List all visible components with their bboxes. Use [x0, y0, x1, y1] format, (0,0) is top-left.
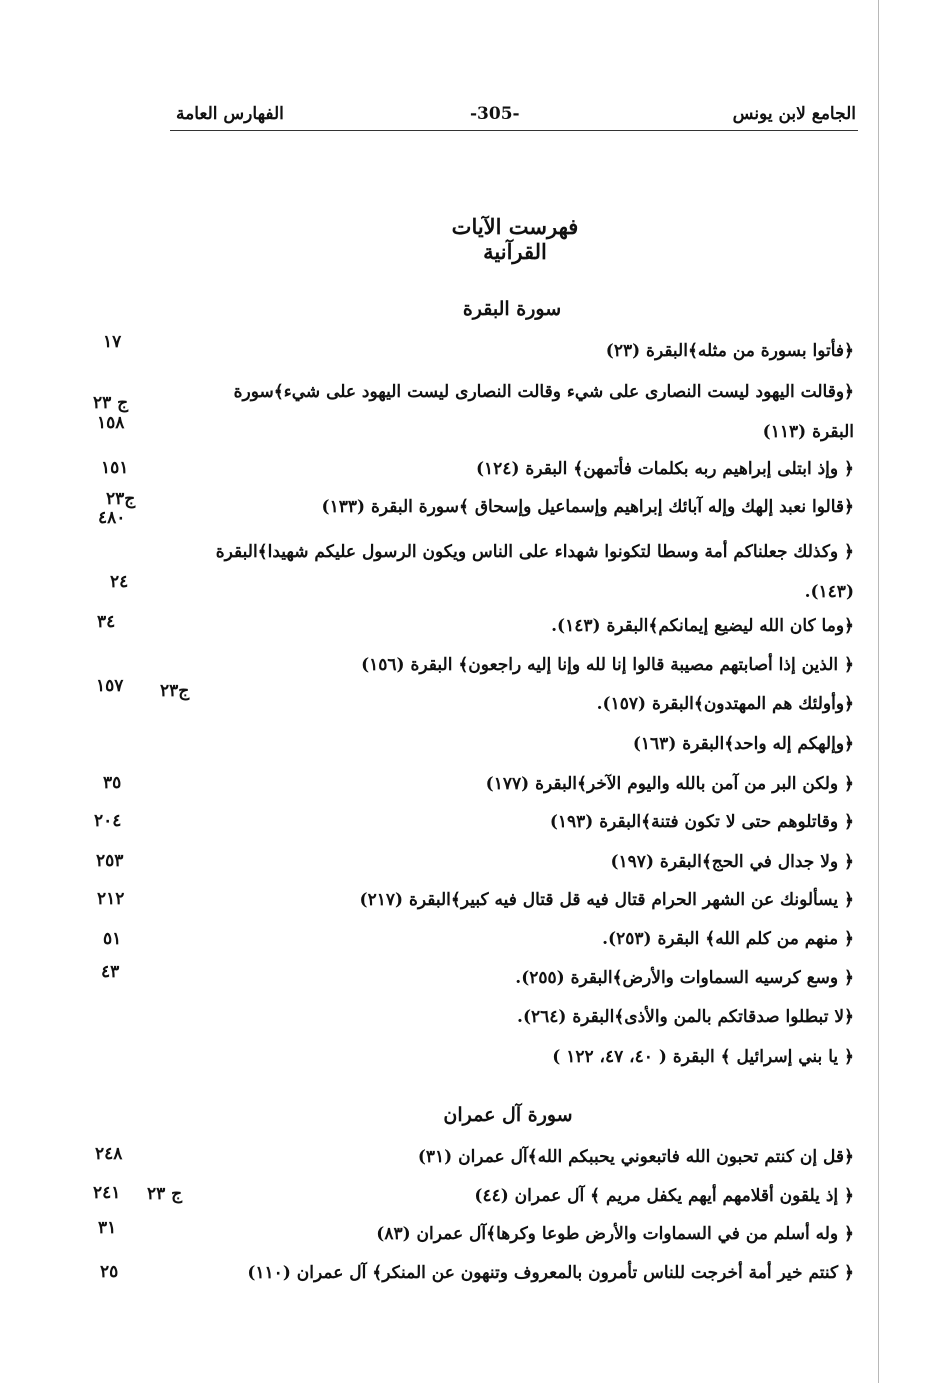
- verse-entry: ﴿لا تبطلوا صدقاتكم بالمن والأذى﴾البقرة (٢٦٤).: [517, 1007, 854, 1027]
- verse-entry: ﴿ وله أسلم من في السماوات والأرض طوعا وكرها﴾آل عمران (٨٣): [376, 1224, 854, 1244]
- margin-reference: ٣٥: [103, 773, 122, 793]
- margin-reference: ٢٤١: [93, 1183, 121, 1203]
- margin-reference: ٢٠٤: [94, 811, 122, 831]
- page-title: فهرست الآيات القرآنية: [451, 214, 579, 264]
- surah-heading: سورة آل عمران: [443, 1104, 573, 1126]
- page-number: -305-: [470, 104, 520, 124]
- verse-entry: ﴿ الذين إذا أصابتهم مصيبة قالوا إنا لله وإنا إليه راجعون﴾ البقرة (١٥٦): [361, 655, 854, 675]
- header-divider: [170, 130, 858, 131]
- margin-reference: ٢٥: [100, 1262, 119, 1282]
- verse-entry: ﴿وقالت اليهود ليست النصارى على شيء وقالت النصارى ليست اليهود على شيء﴾سورة البقرة (١١٣): [233, 382, 854, 442]
- margin-reference: ٢٤٨: [95, 1144, 123, 1164]
- verse-entry: ﴿ يا بني إسرائيل ﴾ البقرة ( ٤٠، ٤٧، ١٢٢ ): [552, 1047, 854, 1067]
- margin-reference: ٢١٢: [97, 889, 125, 909]
- verse-entry: ﴿ وكذلك جعلناكم أمة وسطا لتكونوا شهداء على الناس ويكون الرسول عليكم شهيدا﴾البقرة (١٤٣).: [215, 542, 854, 602]
- verse-entry: ﴿وإلهكم إله واحد﴾البقرة (١٦٣): [632, 734, 854, 754]
- surah-heading: سورة البقرة: [462, 298, 562, 320]
- margin-reference: ج ٢٣: [93, 393, 129, 413]
- margin-reference: ٢٥٣: [96, 851, 124, 871]
- margin-reference: ٢٤: [110, 572, 129, 592]
- verse-entry: ﴿قالوا نعبد إلهك وإله آبائك إبراهيم وإسماعيل وإسحاق ﴾سورة البقرة (١٣٣): [321, 497, 854, 517]
- verse-entry: ﴿وما كان الله ليضيع إيمانكم﴾البقرة (١٤٣).: [551, 616, 854, 636]
- margin-reference: ١٥١: [101, 458, 129, 478]
- verse-entry: ﴿ منهم من كلم الله﴾ البقرة (٢٥٣).: [602, 929, 854, 949]
- verse-entry: ﴿قل إن كنتم تحبون الله فاتبعوني يحببكم الله﴾آل عمران (٣١): [417, 1147, 854, 1167]
- page-edge-line: [878, 0, 879, 1383]
- margin-reference: ١٥٧: [96, 676, 124, 696]
- margin-reference: ج٢٣: [106, 489, 136, 509]
- verse-entry: ﴿ ولكن البر من آمن بالله واليوم الآخر﴾البقرة (١٧٧): [485, 774, 854, 794]
- margin-reference: ٣١: [98, 1218, 117, 1238]
- verse-entry: ﴿وأولئك هم المهتدون﴾البقرة (١٥٧).: [596, 694, 854, 714]
- running-header-book-title: الجامع لابن يونس: [732, 104, 856, 124]
- margin-reference: ١٧: [103, 332, 122, 352]
- margin-reference: ٤٣: [101, 962, 120, 982]
- margin-reference: ج ٢٣: [147, 1184, 183, 1204]
- verse-entry: ﴿ إذ يلقون أقلامهم أيهم يكفل مريم ﴾ آل عمران (٤٤): [474, 1186, 854, 1206]
- verse-entry: ﴿ كنتم خير أمة أخرجت للناس تأمرون بالمعروف وتنهون عن المنكر﴾ آل عمران (١١٠): [247, 1263, 854, 1283]
- margin-reference: ج٢٣: [160, 681, 190, 701]
- margin-reference: ٤٨٠: [98, 508, 126, 528]
- verse-entry: ﴿ وسع كرسيه السماوات والأرض﴾البقرة (٢٥٥).: [515, 968, 854, 988]
- margin-reference: ٣٤: [97, 612, 116, 632]
- verse-entry: ﴿ وقاتلوهم حتى لا تكون فتنة﴾البقرة (١٩٣): [549, 812, 854, 832]
- verse-entry: ﴿ يسألونك عن الشهر الحرام قتال فيه قل قتال فيه كبير﴾البقرة (٢١٧): [359, 890, 854, 910]
- margin-reference: ٥١: [103, 929, 122, 949]
- margin-reference: ١٥٨: [97, 413, 125, 433]
- verse-entry: ﴿ ولا جدال في الحج﴾البقرة (١٩٧): [610, 852, 854, 872]
- verse-entry: ﴿ وإذ ابتلى إبراهيم ربه بكلمات فأتمهن﴾ البقرة (١٢٤): [476, 459, 854, 479]
- running-header-section-title: الفهارس العامة: [176, 104, 284, 124]
- verse-entry: ﴿فأتوا بسورة من مثله﴾البقرة (٢٣): [605, 341, 854, 361]
